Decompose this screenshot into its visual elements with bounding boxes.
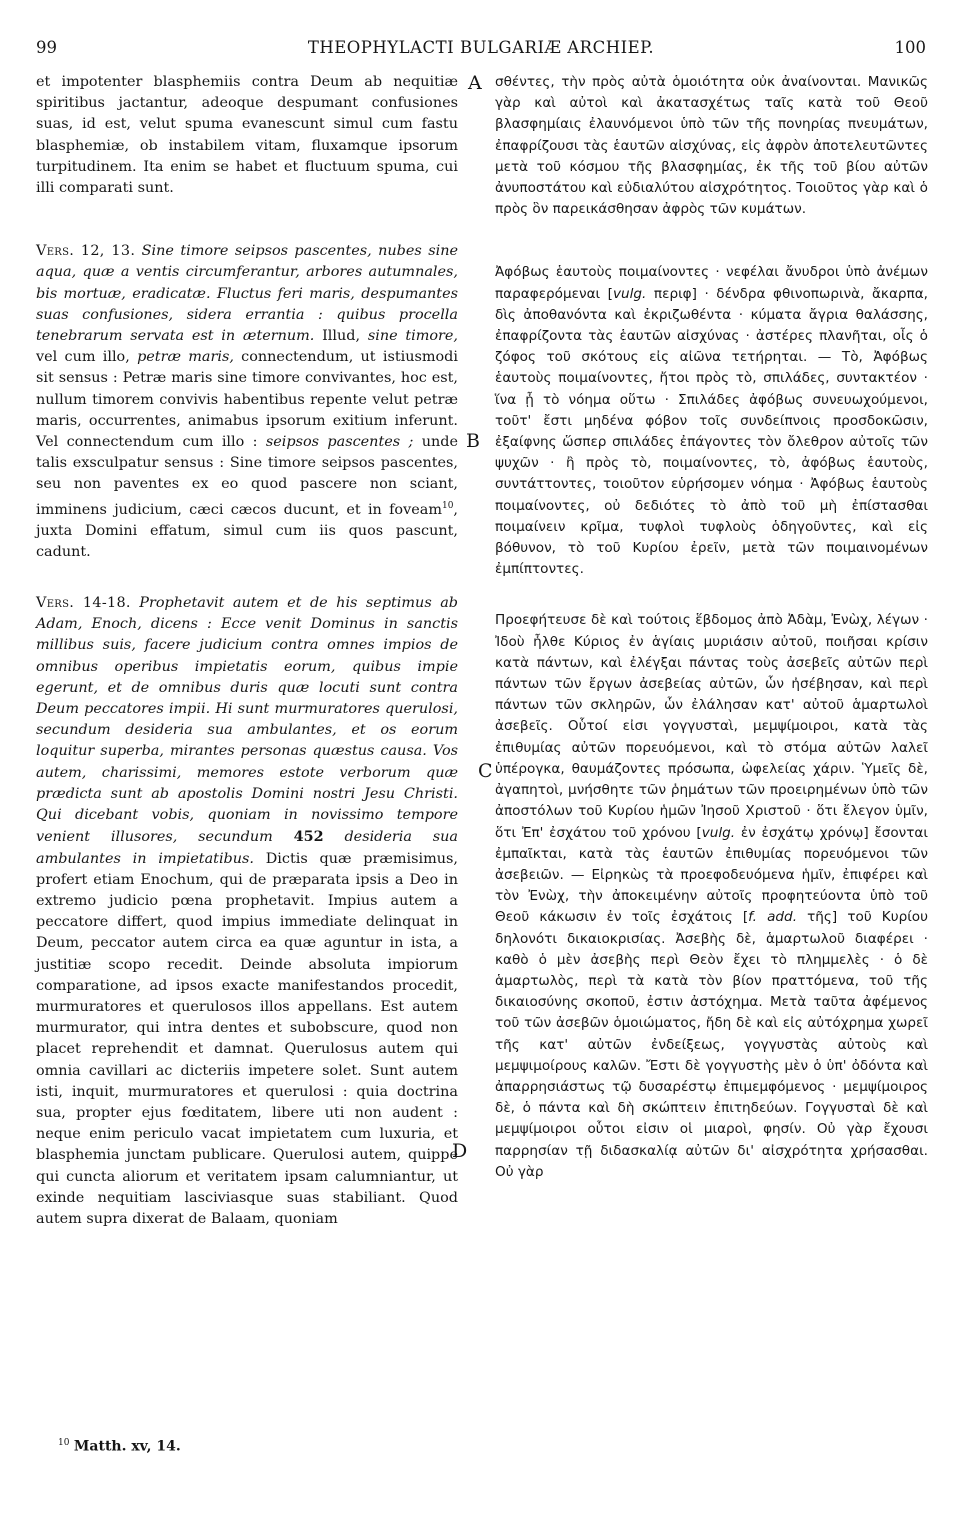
greek-text: ἐν ἐσχάτῳ χρόνῳ] ἔσονται ἐμπαῖκται, κατὰ τὰς ἑαυτῶν ἐπιθυμίας πορευόμενοι τῶν ἀσεβειῶν. — Εἰρηκὼς τὰ προεφοδευόμενα ἡμῖν, ἐπιφέρει καὶ τὸν Ἐνὼχ, τὴν ἀποκειμένην αὐτοῖς προφητεύοντα ὑπὸ τοῦ Θεοῦ κάκωσιν ἐν τοῖς ἐσχάτοις [ <box>495 824 928 926</box>
commentary-text: connectendum, ut istiusmodi sit sensus : Petræ maris sine timore convivantes, hoc est, nullum timorem convivis habentibus repente velut petræ maris, occurrentes, animabus ipsorum exitium inferunt. Vel connectendum cum illo : <box>36 349 458 451</box>
verse-label: Vers. 12, 13. <box>36 243 136 260</box>
margin-marker-a: A <box>468 72 482 94</box>
greek-column <box>495 72 928 1183</box>
running-header <box>36 38 926 62</box>
commentary-text: , juxta Domini effatum, simul cum iis quos pascunt, cadunt. <box>36 501 458 560</box>
greek-text: Ἀφόβως ἑαυτοὺς ποιμαίνοντες · νεφέλαι ἄνυδροι ὑπὸ ἀνέμων παραφερόμεναι [ <box>495 264 928 302</box>
quoted-phrase: petræ maris, <box>137 349 234 366</box>
footnote-text: Matth. xv, 14. <box>73 1438 181 1455</box>
variant-note: vulg. <box>701 824 736 841</box>
margin-marker-d: D <box>452 1140 468 1162</box>
verse-text-italic: Prophetavit autem et de his septimus ab Adam, Enoch, dicens : Ecce venit Dominus in sanctis millibus suis, facere judicium contra omnes impios de omnibus operibus impietatis eorum, quibus impie egerunt, et de omnibus duris quæ locuti sunt contra Deum peccatores impii. Hi sunt murmuratores querulosi, secundum desideria sua ambulantes, et os eorum loquitur superba, mirantes personas quæstus causa. Vos autem, charissimi, memores estote verborum quæ prædicta sunt ab apostolis Domini nostri Jesu Christi. Qui dicebant vobis, quoniam in novissimo tempore venient illusores, secundum <box>36 595 458 846</box>
footnote <box>58 1438 181 1455</box>
footnote-ref: 10 <box>441 500 454 511</box>
column-number: 452 <box>293 828 324 846</box>
verse-text-italic: desideria sua ambulantes in impietatibus. <box>36 829 459 867</box>
latin-paragraph-1: et impotenter blasphemiis contra Deum ab nequitiæ spiritibus jactantur, adeoque despumant confusiones suas, id est, velut spuma evanescunt simul cum fastu blasphemiæ, ob instabilem vitam, fluxamque ipsorum turpitudinem. Ita enim se habet et fluctuum spuma, cui illi comparati sunt. <box>36 74 458 197</box>
variant-note: f. add. <box>748 909 798 926</box>
verse-text-italic: Sine timore seipsos pascentes, nubes sine aqua, quæ a ventis circumferantur, arbores autumnales, bis mortuæ, eradicatæ. Fluctus feri maris, despumantes suas confusiones, sidera errantia : quibus procella tenebrarum servata est in æternum. <box>36 243 459 345</box>
commentary-text: Illud, <box>322 328 361 345</box>
running-title: THEOPHYLACTI BULGARIÆ ARCHIEP. <box>307 38 655 57</box>
quoted-phrase: seipsos pascentes ; <box>265 434 414 451</box>
variant-note: vulg. <box>612 285 647 302</box>
commentary-text: vel cum illo, <box>36 349 130 366</box>
latin-paragraph-2 <box>36 241 458 563</box>
verse-label: Vers. 14-18. <box>36 595 131 612</box>
commentary-text: unde talis exsculpatur sensus : Sine timore seipsos pascentes, seu non paventes ex eo quod pascere non sciant, imminens judicium, cæci cæcos ducunt, et in foveam <box>36 434 459 518</box>
latin-column <box>36 72 458 1230</box>
footnote-number: 10 <box>58 1438 70 1448</box>
quoted-phrase: sine timore, <box>367 328 459 345</box>
page-number-right: 100 <box>894 38 926 57</box>
commentary-text: Dictis quæ præmisimus, profert etiam Enochum, qui de præparata ipsis a Deo in extremo judicio pœna prophetavit. Impius autem a peccatore differt, quod impius immediate delinquat in Deum, peccator autem circa ea quæ aguntur in ista, a justitiæ scopo recedit. Deinde absoluta impiorum comparatione, ad ipsos exacte manifestandos procedit, murmuratores et querulosos illos appellans. Est autem murmurator, qui intra dentes et subobscure, quod non placet reprehendit et damnat. Querulosus autem qui omnia cavillari ac dicteriis impetere solet. Sunt autem isti, inquit, murmuratores et querulosi : quia doctrina sua, propter ejus fœditatem, libere uti non audent : neque enim periculo vacat impietatem cum luxuria, et blasphemia junctam publicare. Querulosi autem, quippe qui cuncta aliorum et veritatem ipsam calumniantur, ut exinde nequitiam lasciviasque suas stabiliant. Quod autem supra dixerat de Balaam, quoniam <box>36 850 458 1227</box>
latin-paragraph-3 <box>36 593 458 1230</box>
greek-text: περιφ] · δένδρα φθινοπωρινὰ, ἄκαρπα, δὶς ἀποθανόντα καὶ ἐκριζωθέντα · κύματα ἄγρια θαλάσσης, ἐπαφρίζοντα τὰς ἑαυτῶν αἰσχύνας · ἀστέρες πλανῆται, οἷς ὁ ζόφος τοῦ σκότους εἰς αἰῶνα τετήρηται. — Τὸ, Ἀφόβως ἑαυτοὺς ποιμαίνοντες, ἤτοι πρὸς τὸ, σπιλάδες, συντακτέον · ἵνα ᾖ τὸ νόημα οὕτω · Σπιλάδες ἀφόβως συνευωχούμενοι, τοῦτ' ἔστι μηδένα φόβον τοῖς συνδείπνοις προσδοκῶσιν, ἐξαίφνης ὥσπερ σπιλάδες ἐπάγοντες τὸν ὄλεθρον αὐτοῖς τῶν ψυχῶν · ἢ πρὸς τὸ, ποιμαίνοντες, τὸ, ἀφόβως ἑαυτοὺς, συντάττοντες, τοιοῦτον εὑρήσομεν νόημα · Ἀφόβως ἑαυτοὺς ποιμαίνοντες, οὐ δεδιότες τὸ ἀπὸ τοῦ μὴ ἐπίστασθαι ποιμαίνειν κρῖμα, τυφλοὶ τυφλοὺς ὁδηγοῦντες, καὶ εἰς βόθυνον, τὸ τοῦ Κυρίου ἐρεῖν, μετὰ τῶν ποιμαινομένων ἐμπίπτοντες. <box>495 285 929 578</box>
greek-paragraph-3 <box>495 610 928 1182</box>
greek-text: τῆς] τοῦ Κυρίου δηλονότι δικαιοκρισίας. Ἀσεβὴς δὲ, ἁμαρτωλοῦ διαφέρει · καθὸ ὁ μὲν ἀσεβὴς περὶ Θεὸν ἔχει τὸ πλημμελὲς · ὁ δὲ ἁμαρτωλὸς, περὶ τὰ κατὰ τὸν βίον πραττόμενα, τοῦ τῆς δικαιοσύνης σκοποῦ, ἐστιν ἀστόχημα. Μετὰ ταῦτα ἀφέμενος τοῦ τῶν ἀσεβῶν ὁμοιώματος, ἤδη δὲ καὶ εἰς αὐτόχρημα χωρεῖ τῆς κατ' αὐτῶν ἐνδείξεως, γογγυστὰς αὐτοὺς καὶ μεμψιμοίρους καλῶν. Ἔστι δὲ γογγυστὴς μὲν ὁ ὑπ' ὀδόντα καὶ ἀπαρρησιάστως τῷ δυσαρέστῳ ἐπιμεμφόμενος · μεμψίμοιρος δὲ, ὁ πάντα καὶ δὴ σκώπτειν ἐπιτηδεύων. Γογγυσταὶ δὲ καὶ μεμψίμοιροι οὗτοι εἰσιν οἱ μιαροὶ, φησίν. Οὐ γὰρ ἔχουσι παρρησίαν τῇ διδασκαλίᾳ αὐτῶν δι' αἰσχρότητα χρήσασθαι. Οὐ γὰρ <box>495 909 928 1180</box>
margin-marker-b: B <box>466 430 480 452</box>
greek-paragraph-2 <box>495 262 928 580</box>
page-number-left: 99 <box>36 38 57 57</box>
greek-text: Προεφήτευσε δὲ καὶ τούτοις ἕβδομος ἀπὸ Ἀδὰμ, Ἐνὼχ, λέγων · Ἰδοὺ ἦλθε Κύριος ἐν ἁγίαις μυριάσιν αὐτοῦ, ποιῆσαι κρίσιν κατὰ πάντων, καὶ ἐλέγξαι πάντας τοὺς ἀσεβεῖς αὐτῶν περὶ πάντων τῶν ἔργων ἀσεβείας αὐτῶν, ὧν ἠσέβησαν, καὶ περὶ πάντων τῶν σκληρῶν, ὧν ἐλάλησαν κατ' αὐτοῦ ἁμαρτωλοὶ ἀσεβεῖς. Οὗτοί εἰσι γογγυσταὶ, μεμψίμοιροι, κατὰ τὰς ἐπιθυμίας αὐτῶν πορευόμενοι, καὶ τὸ στόμα αὐτῶν λαλεῖ ὑπέρογκα, θαυμάζοντες πρόσωπα, ὠφελείας χάριν. Ὑμεῖς δὲ, ἀγαπητοὶ, μνήσθητε τῶν ῥημάτων τῶν προειρημένων ὑπὸ τῶν ἀποστόλων τοῦ Κυρίου ἡμῶν Ἰησοῦ Χριστοῦ · ὅτι ἔλεγον ὑμῖν, ὅτι Ἐπ' ἐσχάτου τοῦ χρόνου [ <box>495 612 928 841</box>
margin-marker-c: C <box>478 760 493 782</box>
greek-paragraph-1: σθέντες, τὴν πρὸς αὐτὰ ὁμοιότητα οὐκ ἀναίνονται. Μανικῶς γὰρ καὶ αὐτοὶ καὶ ἀκατασχέτως ταῖς κατὰ τοῦ Θεοῦ βλασφημίαις ἐλαυνόμενοι ὑπὸ τῶν τῆς πονηρίας πνευμάτων, ἐπαφρίζουσι τὰς ἑαυτῶν αἰσχύνας, εἰς ἀφρὸν ἀποτελευτῶντες μετὰ τοῦ κόσμου τῆς βλασφημίας, ἐκ τῆς τοῦ βίου αὐτῶν ἀνυποστάτου καὶ εὐδιαλύτου αἰσχρότητος. Τοιοῦτος γὰρ καὶ ὁ πρὸς ὃν παρεικάσθησαν ἀφρὸς τῶν κυμάτων. <box>495 74 928 218</box>
